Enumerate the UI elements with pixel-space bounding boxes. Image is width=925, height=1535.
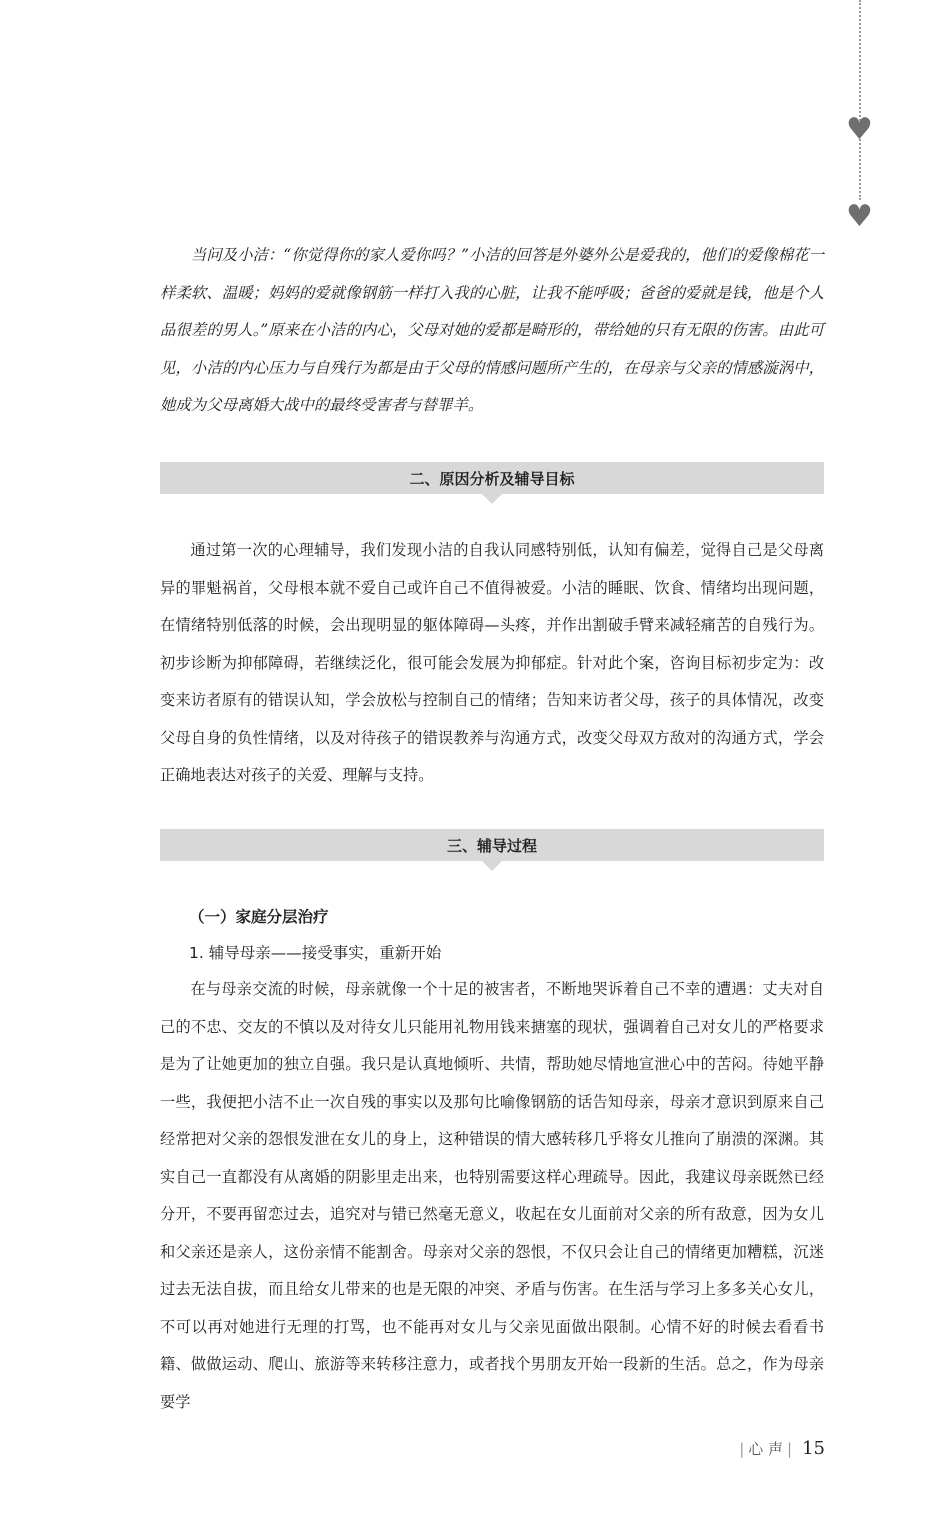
- subsubsection-heading: 1. 辅导母亲——接受事实，重新开始: [189, 944, 442, 962]
- section-title: 二、原因分析及辅导目标: [409, 469, 575, 488]
- heart-icon: ♥: [846, 112, 873, 147]
- section2-paragraph: 通过第一次的心理辅导，我们发现小洁的自我认同感特别低，认知有偏差，觉得自己是父母离异的罪魁祸首，父母根本就不爱自己或许自己不值得被爱。小洁的睡眠、饮食、情绪均出现问题，在情绪特别低落的时候，会出现明显的躯体障碍—头疼，并作出割破手臂来减轻痛苦的自残行为。初步诊断为抑郁障碍，若继续泛化，很可能会发展为抑郁症。针对此个案，咨询目标初步定为：改变来访者原有的错误认知，学会放松与控制自己的情绪；告知来访者父母，孩子的具体情况，改变父母自身的负性情绪，以及对待孩子的错误教养与沟通方式，改变父母双方敌对的沟通方式，学会正确地表达对孩子的关爱、理解与支持。: [160, 541, 824, 784]
- subsection-heading: （一）家庭分层治疗: [189, 908, 329, 926]
- decorative-dotted-line: [859, 0, 861, 200]
- page-number: 15: [802, 1438, 825, 1459]
- footer-separator: |: [739, 1440, 745, 1458]
- section2-block: [160, 532, 824, 795]
- heart-icon: ♥: [846, 199, 873, 234]
- section-heading-bar: [160, 829, 824, 861]
- intro-block: [160, 237, 824, 425]
- section3-block: [160, 971, 824, 1421]
- page-footer: [720, 1438, 825, 1459]
- intro-paragraph: 当问及小洁：“你觉得你的家人爱你吗？”小洁的回答是外婆外公是爱我的，他们的爱像棉花一样柔软、温暖；妈妈的爱就像钢筋一样打入我的心脏，让我不能呼吸；爸爸的爱就是钱，他是个人品很差的男人。”原来在小洁的内心，父母对她的爱都是畸形的，带给她的只有无限的伤害。由此可见，小洁的内心压力与自残行为都是由于父母的情感问题所产生的，在母亲与父亲的情感漩涡中，她成为父母离婚大战中的最终受害者与替罪羊。: [160, 246, 824, 414]
- section-title: 三、辅导过程: [446, 836, 537, 855]
- footer-column-name: 心 声: [748, 1440, 784, 1458]
- section3-paragraph: 在与母亲交流的时候，母亲就像一个十足的被害者，不断地哭诉着自己不幸的遭遇：丈夫对自己的不忠、交友的不慎以及对待女儿只能用礼物用钱来搪塞的现状，强调着自己对女儿的严格要求是为了让她更加的独立自强。我只是认真地倾听、共情，帮助她尽情地宣泄心中的苦闷。待她平静一些，我便把小洁不止一次自残的事实以及那句比喻像钢筋的话告知母亲，母亲才意识到原来自己经常把对父亲的怨恨发泄在女儿的身上，这种错误的情大感转移几乎将女儿推向了崩溃的深渊。其实自己一直都没有从离婚的阴影里走出来，也特别需要这样心理疏导。因此，我建议母亲既然已经分开，不要再留恋过去，追究对与错已然毫无意义，收起在女儿面前对父亲的所有敌意，因为女儿和父亲还是亲人，这份亲情不能割舍。母亲对父亲的怨恨，不仅只会让自己的情绪更加糟糕，沉迷过去无法自拔，而且给女儿带来的也是无限的冲突、矛盾与伤害。在生活与学习上多多关心女儿，不可以再对她进行无理的打骂，也不能再对女儿与父亲见面做出限制。心情不好的时候去看看书籍、做做运动、爬山、旅游等来转移注意力，或者找个男朋友开始一段新的生活。总之，作为母亲要学: [160, 980, 824, 1411]
- footer-separator: |: [787, 1440, 793, 1458]
- section-heading-bar: [160, 462, 824, 494]
